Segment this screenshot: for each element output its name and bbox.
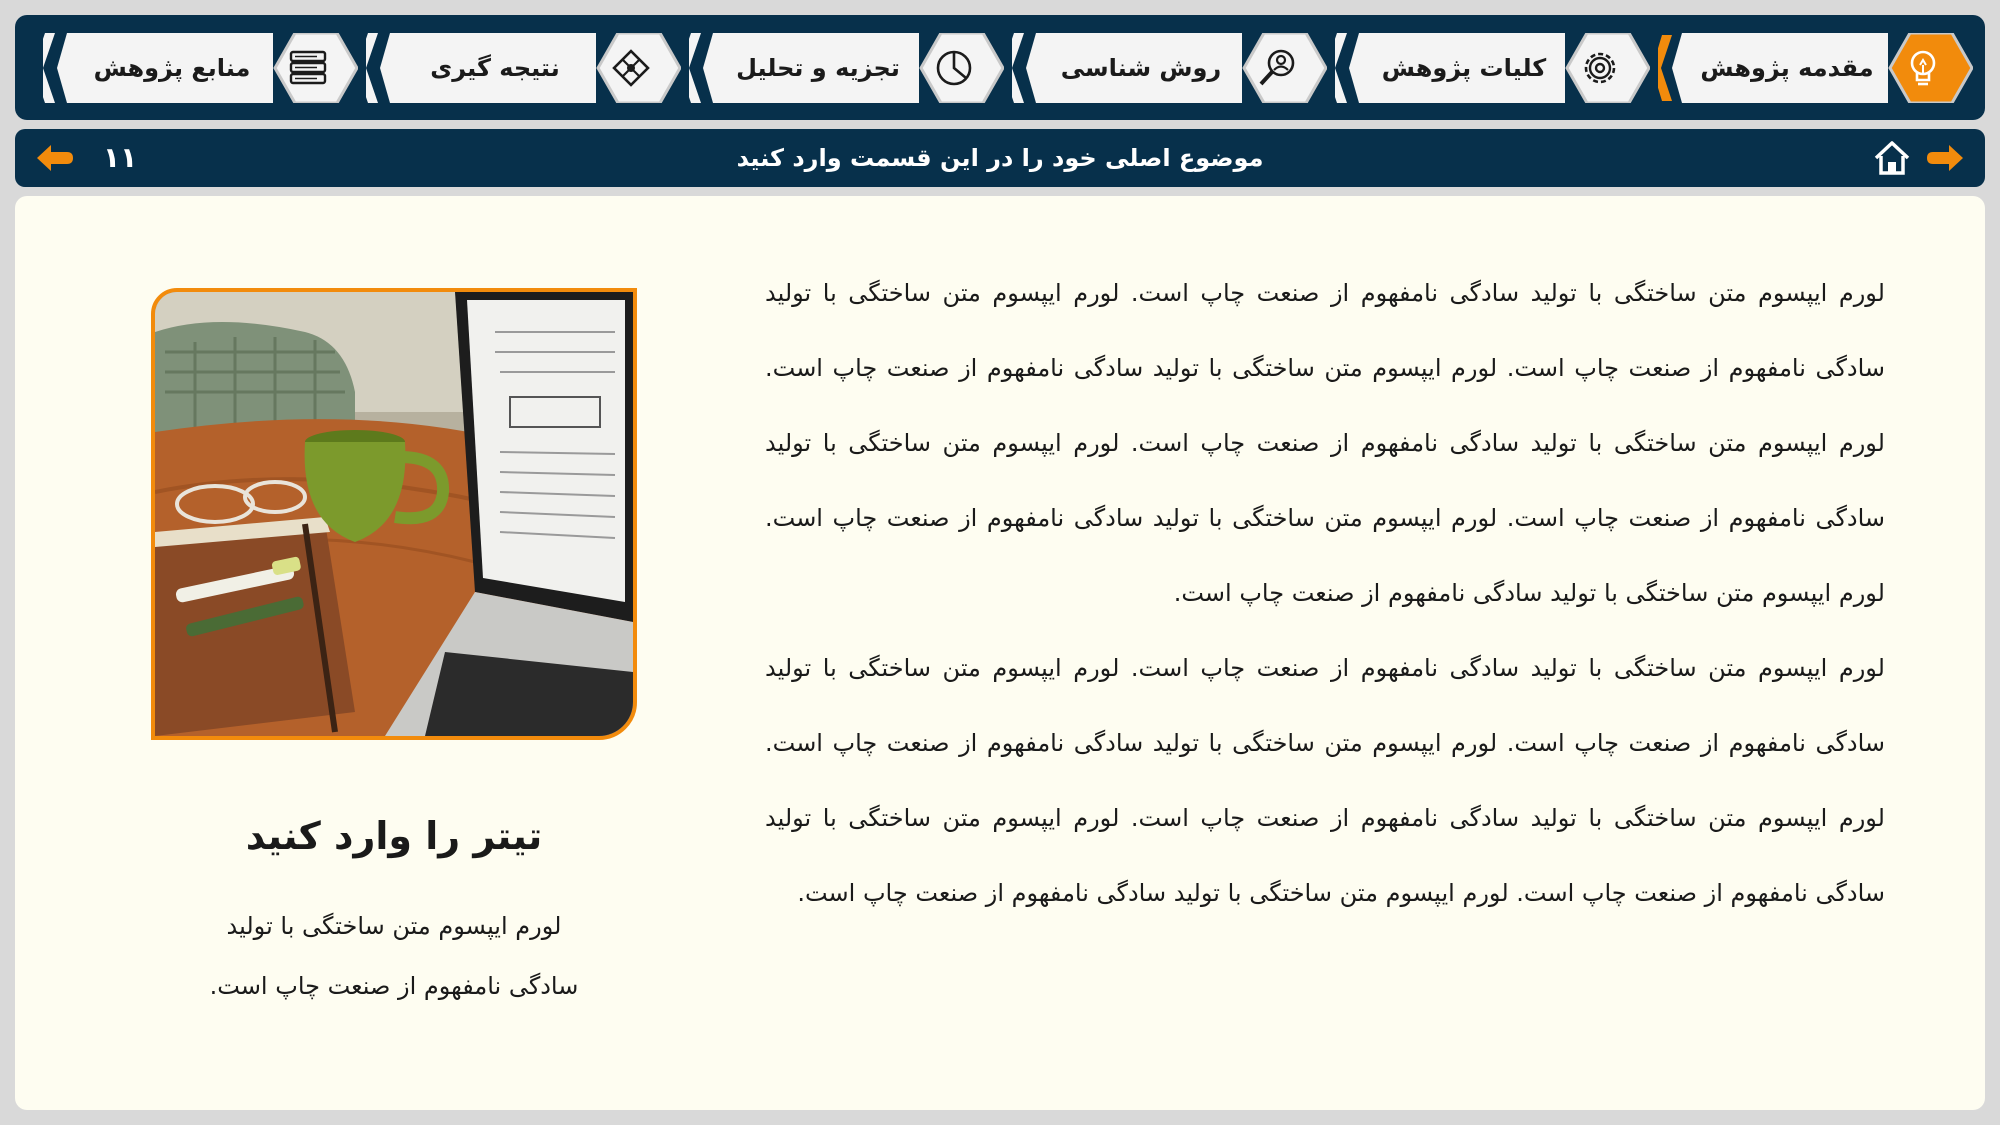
side-description-line: سادگی نامفهوم از صنعت چاپ است.: [209, 972, 579, 1000]
tab-conclusion[interactable]: [366, 33, 681, 103]
tab-methodology[interactable]: [1012, 33, 1327, 103]
title-bar: [15, 129, 1985, 187]
side-description: [151, 896, 637, 1016]
tab-label: نتیجه گیری: [430, 54, 560, 82]
page-title: موضوع اصلی خود را در این قسمت وارد کنید: [736, 144, 1264, 172]
tab-bar: [15, 15, 1985, 120]
tab-analysis[interactable]: [689, 33, 1004, 103]
tab-label: مقدمه پژوهش: [1700, 54, 1874, 82]
tab-introduction[interactable]: [1658, 33, 1973, 103]
side-title: تیتر را وارد کنید: [245, 814, 543, 858]
puzzle-icon: [604, 41, 658, 95]
tab-label: تجزیه و تحلیل: [736, 54, 900, 82]
paragraph: لورم ایپسوم متن ساختگی با تولید سادگی نامفهوم از صنعت چاپ است. لورم ایپسوم متن ساختگی با تولید سادگی نامفهوم از صنعت چاپ است. لورم ایپسوم متن ساختگی با تولید سادگی نامفهوم از صنعت چاپ است. لورم ایپسوم متن ساختگی با تولید سادگی نامفهوم از صنعت چاپ است. لورم ایپسوم متن ساختگی با تولید سادگی نامفهوم از صنعت چاپ است. لورم ایپسوم متن ساختگی با تولید سادگی نامفهوم از صنعت چاپ است. لورم ایپسوم متن ساختگی با تولید سادگی نامفهوم از صنعت چاپ است.: [765, 279, 1885, 607]
magnifier-person-icon: [1250, 41, 1304, 95]
tab-references[interactable]: [43, 33, 358, 103]
gear-icon: [1573, 41, 1627, 95]
photo: [151, 288, 637, 740]
content-panel: [15, 196, 1985, 1110]
arrow-right-icon[interactable]: [1925, 142, 1965, 174]
tab-overview[interactable]: [1335, 33, 1650, 103]
paragraph: لورم ایپسوم متن ساختگی با تولید سادگی نامفهوم از صنعت چاپ است. لورم ایپسوم متن ساختگی با تولید سادگی نامفهوم از صنعت چاپ است. لورم ایپسوم متن ساختگی با تولید سادگی نامفهوم از صنعت چاپ است. لورم ایپسوم متن ساختگی با تولید سادگی نامفهوم از صنعت چاپ است. لورم ایپسوم متن ساختگی با تولید سادگی نامفهوم از صنعت چاپ است. لورم ایپسوم متن ساختگی با تولید سادگی نامفهوم از صنعت چاپ است.: [765, 654, 1885, 907]
tab-label: روش شناسی: [1060, 54, 1222, 82]
lightbulb-icon: [1896, 41, 1950, 95]
tab-label: منابع پژوهش: [93, 54, 251, 82]
pie-chart-icon: [927, 41, 981, 95]
side-description-line: لورم ایپسوم متن ساختگی با تولید: [226, 912, 562, 940]
page-number: ۱۱: [103, 141, 138, 174]
body-text: [765, 256, 1885, 931]
tab-label: کلیات پژوهش: [1381, 54, 1547, 82]
database-icon: [281, 41, 335, 95]
home-icon[interactable]: [1872, 138, 1912, 178]
